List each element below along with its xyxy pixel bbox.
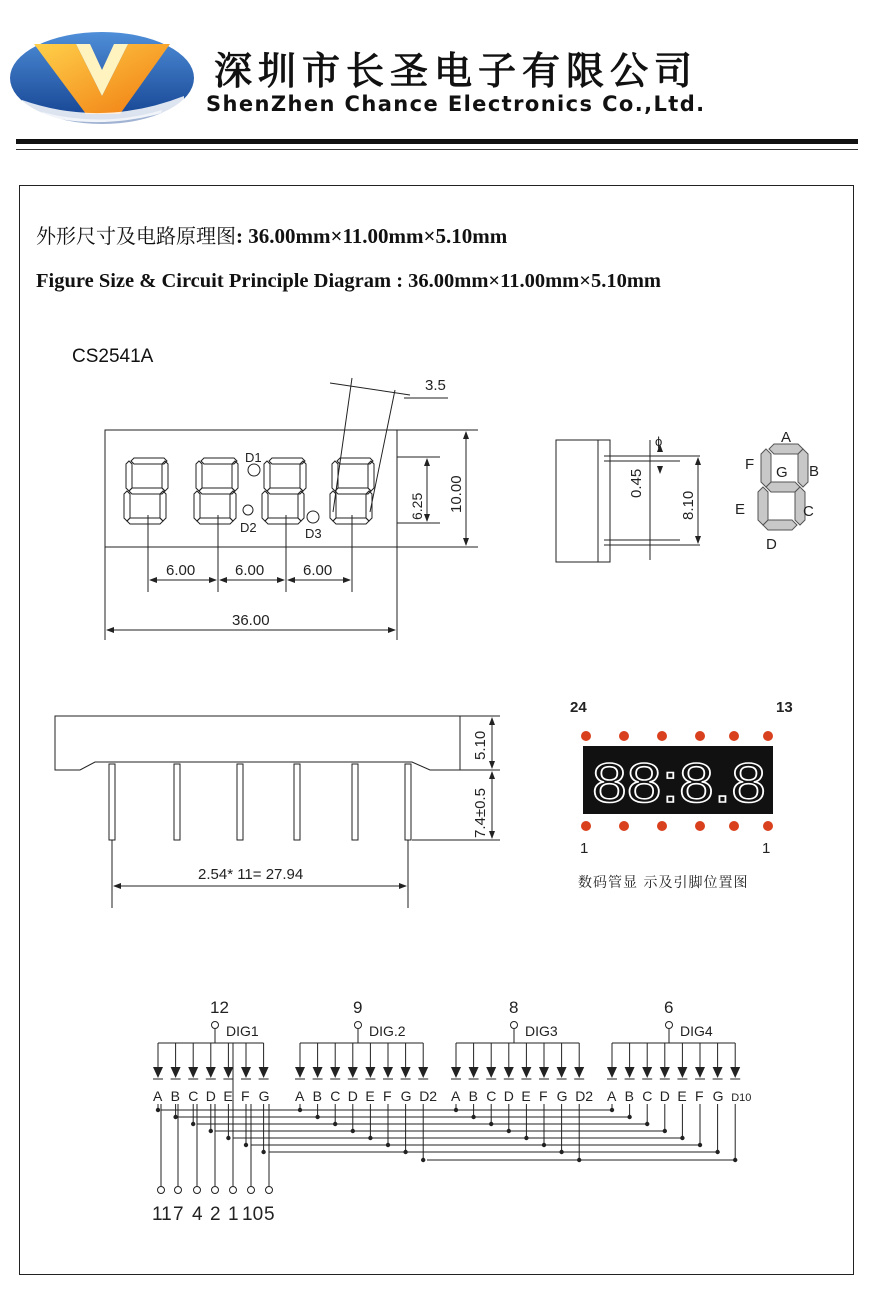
pin-dot-bottom-3 (657, 821, 667, 831)
segment-label: E (365, 1088, 375, 1104)
segment-pin-terminal (175, 1187, 182, 1194)
pin-dot-top-3 (657, 731, 667, 741)
segment-label: C (330, 1088, 341, 1104)
dim-label-width: 36.00 (232, 612, 270, 629)
segment-label: D10 (731, 1092, 752, 1104)
dim-label-3-5: 3.5 (425, 377, 446, 394)
segment-a (131, 458, 167, 464)
digit-label: DIG4 (680, 1023, 713, 1039)
led-diode (469, 1067, 479, 1078)
segment-d (333, 518, 369, 524)
pin-label-13: 13 (776, 699, 793, 716)
segment-label: C (486, 1088, 497, 1104)
segment-a (337, 458, 373, 464)
led-diode (418, 1067, 428, 1078)
led-diode (486, 1067, 496, 1078)
segment-pin-terminal (248, 1187, 255, 1194)
segment-label: D (503, 1088, 514, 1104)
segment-label: C (642, 1088, 653, 1104)
label-d2: D2 (240, 520, 257, 535)
bottom-pin-4 (294, 764, 300, 840)
segment-pin-number: 5 (264, 1204, 275, 1225)
segment-b (232, 461, 238, 491)
side-body (556, 440, 610, 562)
model-number: CS2541A (72, 346, 154, 367)
pin-dot-bottom-5 (729, 821, 739, 831)
dim-label-body-height: 5.10 (472, 730, 489, 760)
junction (209, 1129, 213, 1133)
pin-dot-top-1 (581, 731, 591, 741)
front-view (105, 377, 478, 640)
led-diode (223, 1067, 233, 1078)
segment-d (197, 518, 233, 524)
segment-label: F (695, 1088, 704, 1104)
pin-dot-top-4 (695, 731, 705, 741)
segment-label: A (451, 1088, 461, 1104)
segment-label: F (241, 1088, 250, 1104)
digit-pin-terminal (511, 1022, 518, 1029)
segment-pin-number: 11 (152, 1204, 172, 1225)
display-digits: 88:8.8 (592, 751, 766, 814)
led-diode (539, 1067, 549, 1078)
led-diode (206, 1067, 216, 1078)
led-diode (521, 1067, 531, 1078)
side-view (556, 434, 700, 562)
dot-d2 (243, 505, 253, 515)
digit-pin-number: 9 (353, 998, 363, 1017)
segment-label: E (677, 1088, 687, 1104)
led-diode (677, 1067, 687, 1078)
pin-dot-top-2 (619, 731, 629, 741)
segment-label: G (400, 1088, 412, 1104)
dim-label-phi: ϕ (655, 434, 663, 449)
segment-pin-number: 10 (242, 1204, 264, 1225)
segment-pin-terminal (194, 1187, 201, 1194)
dim-label-depth: 8.10 (680, 490, 697, 520)
seg-label-g: G (776, 464, 788, 481)
segment-label: B (170, 1088, 180, 1104)
segment-pin-number: 1 (228, 1204, 239, 1225)
segment-e (262, 491, 268, 521)
segment-pin-terminal (158, 1187, 165, 1194)
segment-label: G (258, 1088, 270, 1104)
led-diode (171, 1067, 181, 1078)
company-name-en: ShenZhen Chance Electronics Co.,Ltd. (206, 92, 706, 116)
dim-label-pin-length: 7.4±0.5 (472, 788, 489, 838)
junction (156, 1108, 160, 1112)
led-diode (557, 1067, 567, 1078)
led-diode (383, 1067, 393, 1078)
seg-label-c: C (803, 503, 814, 520)
seg-label-d: D (766, 536, 777, 553)
digit-pin-terminal (666, 1022, 673, 1029)
bottom-pin-2 (174, 764, 180, 840)
segment-f (126, 461, 132, 491)
led-diode (241, 1067, 251, 1078)
junction (191, 1122, 195, 1126)
junction (226, 1136, 230, 1140)
segment-label: A (295, 1088, 305, 1104)
segmap-segment-f (761, 449, 771, 487)
segment-e (124, 491, 130, 521)
front-digits (124, 458, 374, 524)
bottom-view (55, 716, 500, 908)
pin-dot-bottom-2 (619, 821, 629, 831)
bottom-body (55, 716, 460, 770)
junction (244, 1143, 248, 1147)
title-en: Figure Size & Circuit Principle Diagram : 36.00mm×11.00mm×5.10mm (36, 270, 661, 292)
led-diode (574, 1067, 584, 1078)
pin-label-24: 24 (570, 699, 587, 716)
company-name-cn: 深圳市长圣电子有限公司 (214, 49, 699, 93)
bottom-pin-6 (405, 764, 411, 840)
dim-label-pitch-2: 6.00 (235, 562, 265, 579)
segment-f (196, 461, 202, 491)
segment-label: A (607, 1088, 617, 1104)
segmap-segment-g (766, 482, 800, 492)
pin-label-1-right: 1 (762, 840, 771, 857)
led-diode (330, 1067, 340, 1078)
title-cn-label: 外形尺寸及电路原理图 (36, 224, 236, 248)
seg-label-e: E (735, 501, 746, 518)
digit-label: DIG1 (226, 1023, 259, 1039)
led-diode (660, 1067, 670, 1078)
dim-label-pin-dia: 0.45 (628, 468, 645, 498)
led-diode (730, 1067, 740, 1078)
junction (421, 1158, 425, 1162)
segment-b (300, 461, 306, 491)
led-diode (365, 1067, 375, 1078)
segment-g (335, 488, 371, 494)
pin-dot-top-6 (763, 731, 773, 741)
segment-e (194, 491, 200, 521)
led-diode (348, 1067, 358, 1078)
pin-dot-top-5 (729, 731, 739, 741)
led-diode (451, 1067, 461, 1078)
segment-label: B (468, 1088, 478, 1104)
digit-pin-terminal (212, 1022, 219, 1029)
dot-d1 (248, 464, 260, 476)
segment-pin-terminal (266, 1187, 273, 1194)
dim-label-digit-height: 6.25 (409, 492, 425, 520)
segment-c (160, 491, 166, 521)
led-diode (607, 1067, 617, 1078)
dim-ext-slant-2 (370, 390, 395, 512)
led-diode (504, 1067, 514, 1078)
segment-g (199, 488, 235, 494)
segment-label: C (188, 1088, 199, 1104)
segment-a (269, 458, 305, 464)
segment-label: D2 (575, 1088, 594, 1104)
pin-label-1-left: 1 (580, 840, 589, 857)
segmap-segment-b (798, 449, 808, 487)
segment-g (129, 488, 165, 494)
led-diode (625, 1067, 635, 1078)
bottom-pin-5 (352, 764, 358, 840)
segment-pin-terminal (230, 1187, 237, 1194)
dot-d3 (307, 511, 319, 523)
led-diode (695, 1067, 705, 1078)
led-diode (401, 1067, 411, 1078)
bottom-pins (109, 764, 411, 840)
segment-c (298, 491, 304, 521)
junction (261, 1150, 265, 1154)
segment-label: E (521, 1088, 531, 1104)
title-cn-dims: : 36.00mm×11.00mm×5.10mm (236, 224, 508, 248)
dim-label-pitch-3: 6.00 (303, 562, 333, 579)
segment-map (758, 444, 808, 530)
led-diode (295, 1067, 305, 1078)
segment-d (127, 518, 163, 524)
segment-pin-terminal (212, 1187, 219, 1194)
digit-pin-number: 6 (664, 998, 674, 1017)
digit-label: DIG.2 (369, 1023, 406, 1039)
segment-g (267, 488, 303, 494)
segment-label: D (659, 1088, 670, 1104)
led-diode (259, 1067, 269, 1078)
led-diode (153, 1067, 163, 1078)
digit-label: DIG3 (525, 1023, 558, 1039)
segment-pin-number: 4 (192, 1204, 203, 1225)
led-diode (713, 1067, 723, 1078)
circuit-schematic (152, 998, 751, 1225)
segment-label: A (153, 1088, 163, 1104)
label-d1: D1 (245, 450, 262, 465)
bottom-pin-1 (109, 764, 115, 840)
segmap-segment-d (763, 520, 797, 530)
pin-layout-caption: 数码管显 示及引脚位置图 (578, 875, 749, 891)
segment-label: D (205, 1088, 216, 1104)
pin-dot-bottom-1 (581, 821, 591, 831)
digit-pin-number: 12 (210, 998, 229, 1017)
segment-label: B (624, 1088, 634, 1104)
segment-label: G (712, 1088, 724, 1104)
segment-pin-number: 7 (173, 1204, 184, 1225)
segment-label: G (556, 1088, 568, 1104)
dim-label-pin-span: 2.54* 11= 27.94 (198, 866, 304, 883)
pin-dot-bottom-4 (695, 821, 705, 831)
bottom-pin-3 (237, 764, 243, 840)
segment-label: D (347, 1088, 358, 1104)
dim-label-height: 10.00 (448, 475, 465, 513)
segment-c (230, 491, 236, 521)
seg-label-f: F (745, 456, 755, 473)
segment-label: E (223, 1088, 233, 1104)
segment-label: B (312, 1088, 322, 1104)
segment-f (264, 461, 270, 491)
junction (173, 1115, 177, 1119)
label-d3: D3 (305, 526, 322, 541)
digit-pin-number: 8 (509, 998, 519, 1017)
segment-label: F (383, 1088, 392, 1104)
segment-b (162, 461, 168, 491)
seg-label-a: A (781, 429, 792, 446)
segment-pin-number: 2 (210, 1204, 221, 1225)
pin-dot-bottom-6 (763, 821, 773, 831)
led-diode (188, 1067, 198, 1078)
dim-line-slant (330, 383, 410, 395)
led-diode (313, 1067, 323, 1078)
led-diode (642, 1067, 652, 1078)
segment-label: F (539, 1088, 548, 1104)
segment-label: D2 (419, 1088, 438, 1104)
dim-ext-slant-1 (333, 378, 352, 512)
digit-pin-terminal (355, 1022, 362, 1029)
segment-a (201, 458, 237, 464)
pin-layout (570, 699, 793, 857)
segment-d (265, 518, 301, 524)
dim-label-pitch-1: 6.00 (166, 562, 196, 579)
segmap-segment-e (758, 487, 768, 525)
seg-label-b: B (809, 463, 820, 480)
segment-b (368, 461, 374, 491)
